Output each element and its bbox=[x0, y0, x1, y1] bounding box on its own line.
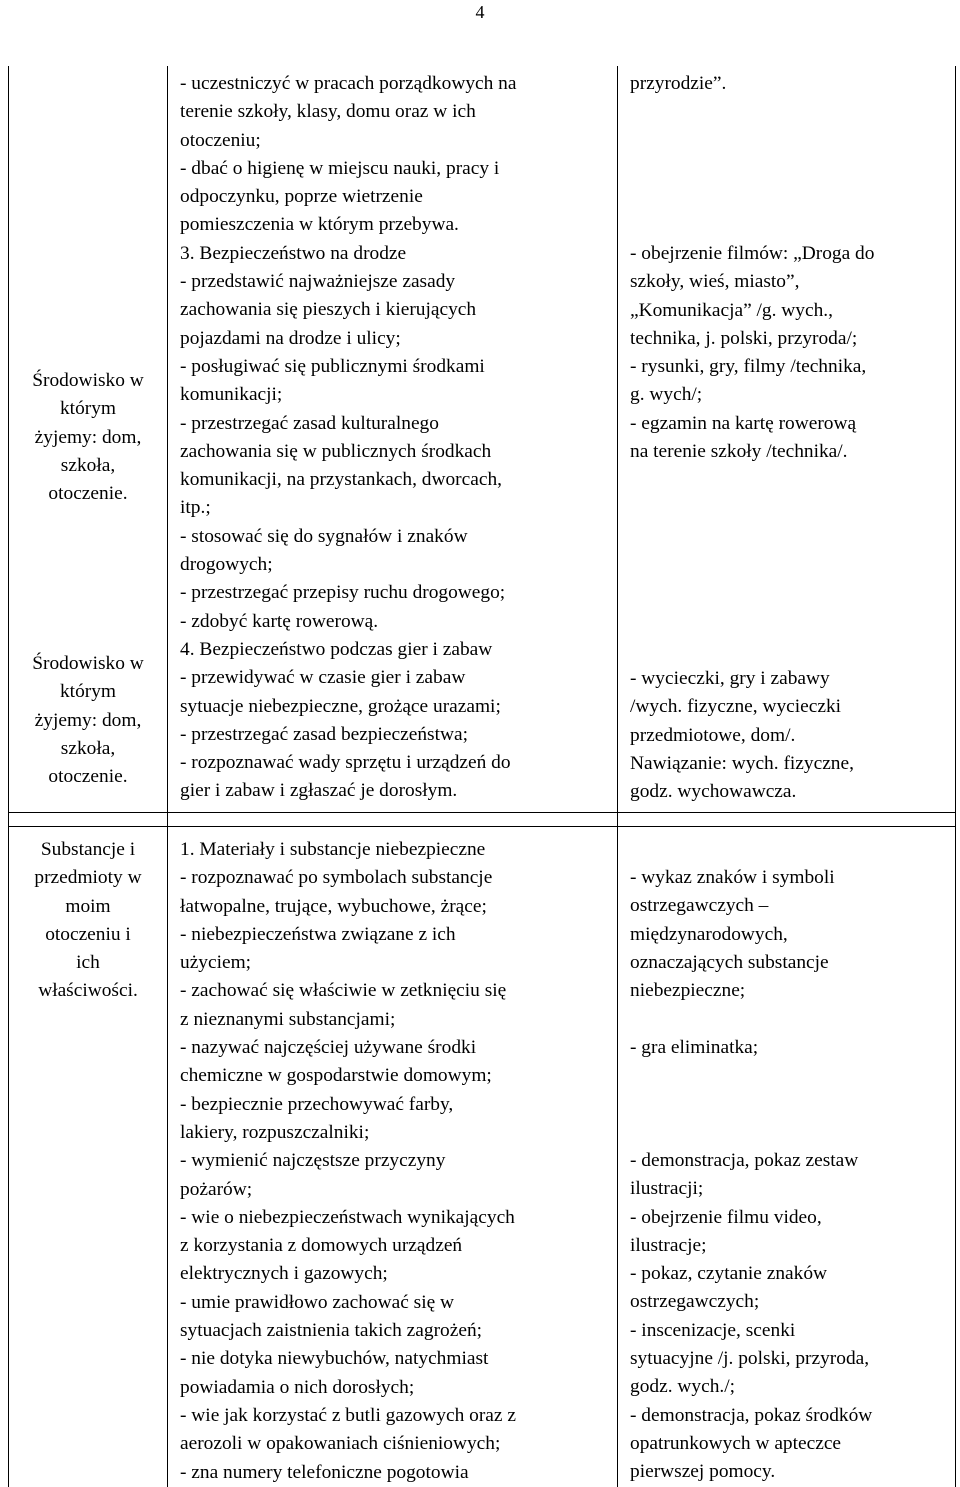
row1-methods-b: - obejrzenie filmów: „Droga do szkoły, wieś, miasto”, „Komunikacja” /g. wych., technika, j. polski, przyroda/; - rysunki, gry, filmy /technika, g. wych/; - egzamin na kartę rowerową na terenie szkoły /technika/. bbox=[630, 243, 875, 463]
row1-methods-c: - wycieczki, gry i zabawy /wych. fizyczne, wycieczki przedmiotowe, dom/. Nawiązanie: wych. fizyczne, godz. wychowawcza. bbox=[630, 668, 854, 803]
table-row-divider-top bbox=[8, 812, 956, 813]
row2-requirements: 1. Materiały i substancje niebezpieczne - rozpoznawać po symbolach substancje łatwopalne, trujące, wybuchowe, żrące; - niebezpieczeństwa związane z ich użyciem; - zachować się właściwie w zetknięciu się z nieznanymi substancjami; - nazywać najczęściej używane środki chemiczne w gospodarstwie domowym; - bezpiecznie przechowywać farby, lakiery, rozpuszczalniki; - wymienić najczęstsze przyczyny pożarów; - wie o niebezpieczeństwach wynikających z korzystania z domowych urządzeń elektrycznych i gazowych; - umie prawidłowo zachować się w sytuacjach zaistnienia takich zagrożeń; - nie dotyka niewybuchów, natychmiast powiadamia o nich dorosłych; - wie jak korzystać z butli gazowych oraz z aerozoli w opakowaniach ciśnieniowych; - zna numery telefoniczne pogotowia bbox=[180, 839, 516, 1483]
row2-topic: Substancje i przedmioty w moim otoczeniu i ich właściwości. bbox=[34, 839, 142, 1002]
row1-methods-a: przyrodzie”. bbox=[630, 73, 727, 94]
table-row-divider-bottom bbox=[8, 826, 956, 827]
row1-topic-b: Środowisko w którym żyjemy: dom, szkoła, otoczenie. bbox=[32, 653, 144, 788]
row2-methods-c: - demonstracja, pokaz zestaw ilustracji; - obejrzenie filmu video, ilustracje; - pokaz, czytanie znaków ostrzegawczych; - inscenizacje, scenki sytuacyjne /j. polski, przyroda, godz. wych./; - demonstracja, pokaz środków opatrunkowych w apteczce pierwszej pomocy. bbox=[630, 1150, 873, 1483]
table-border-col1 bbox=[167, 66, 168, 1487]
page-number: 4 bbox=[475, 2, 485, 22]
row2-methods-b: - gra eliminatka; bbox=[630, 1037, 759, 1058]
row2-methods-a: - wykaz znaków i symboli ostrzegawczych – międzynarodowych, oznaczających substancje niebezpieczne; bbox=[630, 867, 835, 1002]
table-border-right bbox=[955, 66, 956, 1487]
row1-topic-a: Środowisko w którym żyjemy: dom, szkoła, otoczenie. bbox=[32, 370, 144, 505]
row1-requirements: - uczestniczyć w pracach porządkowych na terenie szkoły, klasy, domu oraz w ich otoczeniu; - dbać o higienę w miejscu nauki, pracy i odpoczynku, poprze wietrzenie pomieszczenia w którym przebywa. 3. Bezpieczeństwo na drodze - przedstawić najważniejsze zasady zachowania się pieszych i kierujących pojazdami na drodze i ulicy; - posługiwać się publicznymi środkami komunikacji; - przestrzegać zasad kulturalnego zachowania się w publicznych środkach komunikacji, na przystankach, dworcach, itp.; - stosować się do sygnałów i znaków drogowych; - przestrzegać przepisy ruchu drogowego; - zdobyć kartę rowerową. 4. Bezpieczeństwo podczas gier i zabaw - przewidywać w czasie gier i zabaw sytuacje niebezpieczne, grożące urazami; - przestrzegać zasad bezpieczeństwa; - rozpoznawać wady sprzętu i urządzeń do gier i zabaw i zgłaszać je dorosłym. bbox=[180, 73, 517, 802]
table-border-col2 bbox=[617, 66, 618, 1487]
